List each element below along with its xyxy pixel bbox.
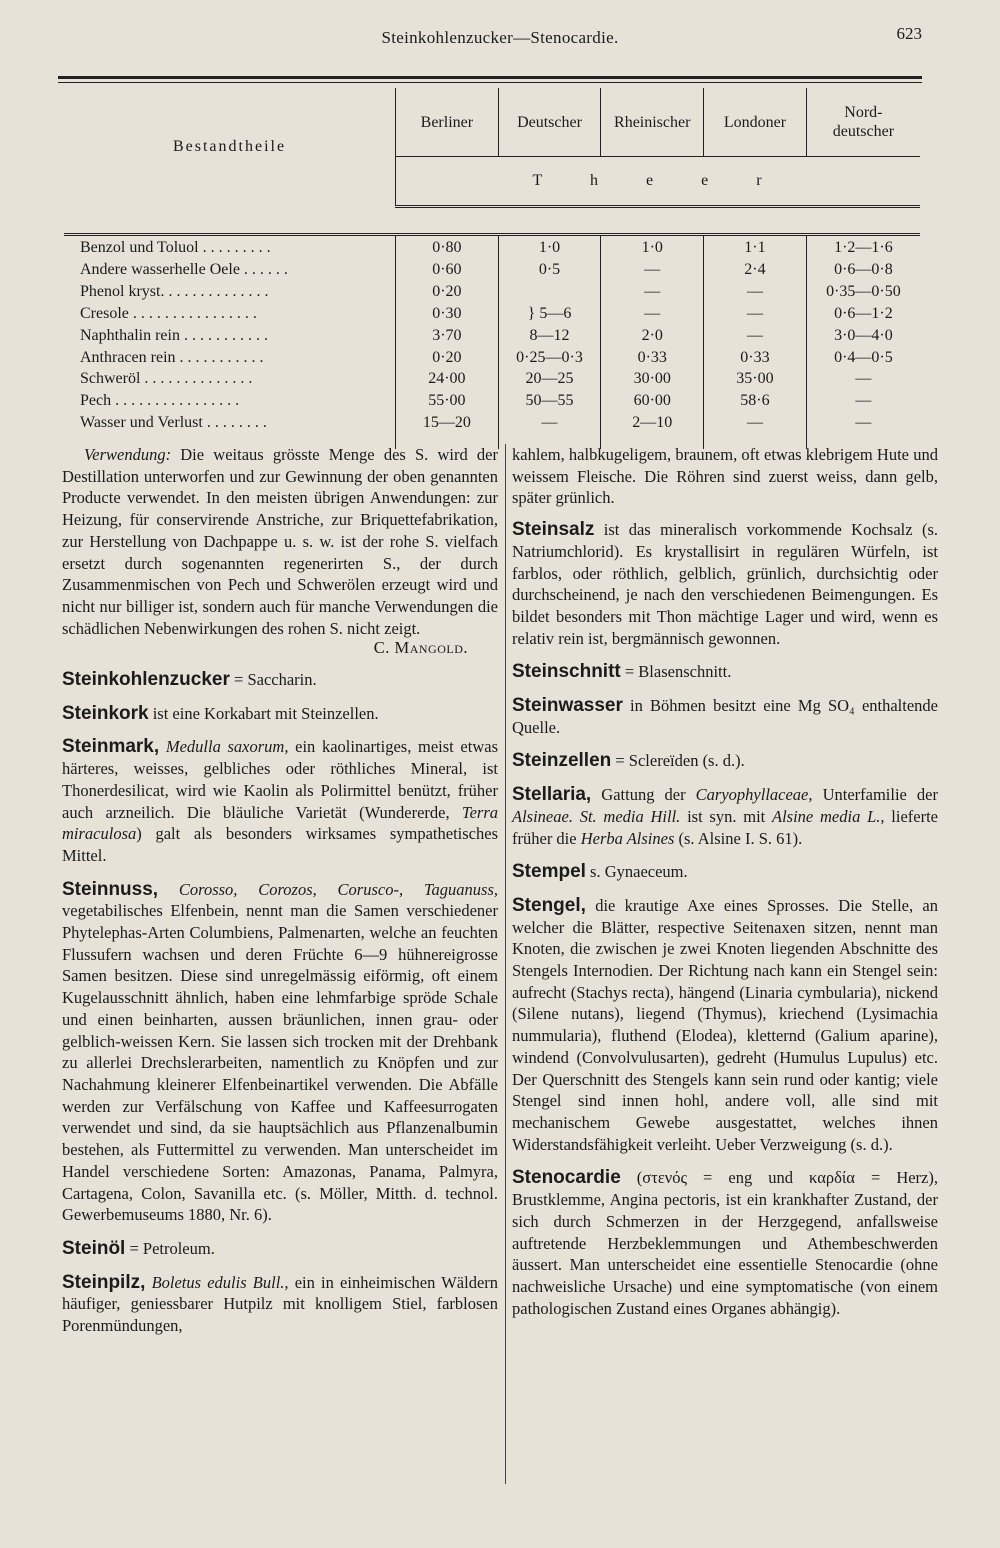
value-cell: 8—12 [529,326,570,344]
value-cell: 1·1 [744,239,766,256]
value-cell [500,281,600,303]
entry-text: ist eine Korkabart mit Steinzellen. [148,703,379,723]
usage-text: Die weitaus grösste Menge des S. wird der Destillation unterworfen und zur Gewinnung der oben genannten Producte verwendet. In den meisten übrigen Anwendungen: zur Heizung, für conservirende Anstriche, zur Briquettefabrikation, zur Herstellung von Dachpappe u. s. w. ist der rohe S. vielfach ersetzt durch sogenannten regenerirten S., der durch Zusammenmischen von Pech und Schwerölen erzeugt wird und nicht nur billiger ist, sondern auch für manche Verwendungen die schädlichen Nebenwirkungen des rohen S. nicht zeigt. [62,445,498,638]
value-cell: 0·33 [637,348,667,366]
entry-lemma: Stengel, [512,894,586,916]
value-cell: — [746,326,763,344]
value-cell: — [541,414,558,432]
entry [512,895,938,1155]
entry [512,861,938,883]
entry [512,695,938,738]
entry-text: = Blasenschnitt. [620,662,732,682]
entry [62,1238,498,1260]
entry-lemma: Stenocardie [512,1167,621,1189]
entry-text: (στενός = eng und καρδία = Herz), Brustklemme, Angina pectoris, ist ein krankhafter Zustand, der sich durch Schmerzen in der Herzgegend, anfallsweise auftretende Herzbeklemmungen und Athembeschwerden äussert. Man unterscheidet eine essentielle Stenocardie (ohne nachweisliche Ursache) und eine symptomatische (von einem pathologischen Zustand eines Organes abhängig). [512,1168,938,1318]
entry [62,736,498,866]
value-cell: 0·25—0·3 [516,348,583,366]
entry-italic: Medulla saxorum, [159,737,289,757]
row-label: Cresole . . . . . . . . . . . . . . . . [80,304,257,322]
entry [62,703,498,725]
entry [512,784,938,849]
row-label: Naphthalin rein . . . . . . . . . . . [80,326,268,344]
entry-lemma: Steinmark, [62,736,160,758]
entry-italic: Alsineae. St. media Hill. [512,806,681,826]
value-cell: 2—10 [632,414,673,432]
entry-lemma: Stempel [512,861,586,883]
entry-italic: Caryophyllaceae, [695,785,813,805]
value-cell: 1·0 [538,239,561,256]
entry-lemma: Steinkohlenzucker [62,669,230,691]
value-column [396,235,499,450]
value-cell: — [746,304,763,322]
right-column [512,444,938,1331]
entry [62,669,498,691]
value-cell: — [855,370,872,388]
value-cell: 0·33 [740,348,770,366]
page-number: 623 [896,24,922,43]
value-cell: 0·35—0·50 [826,282,901,300]
entry [512,1167,938,1319]
row-label: Wasser und Verlust . . . . . . . . [80,414,267,432]
value-cell: 1·0 [641,239,663,256]
entry-lemma: Steinzellen [512,750,612,772]
value-cell: 15—20 [422,414,471,432]
entry [62,1272,498,1337]
top-rule [58,76,922,79]
entry-italic: Alsine media L., [772,806,885,826]
value-cell: 20—25 [525,370,574,388]
entry-text: vegetabilisches Elfenbein, nennt man die Samen verschiedener Phytelephas-Arten Columbiens, Palmenarten, welche an feuchten Flussufern wachsen und deren Früchte 6—9 hühnereigrosse Samen besitzen. Diese sind unregelmässig eiförmig, oft einem Kugelausschnitt ähnlich, haben eine lehmfarbige spröde Schale und einen beinharten, aussen bräunlichen, innen grau- oder gelblich-weissen Kern. Sie lassen sich trocken mit der Drehbank zu allerlei Drechslerarbeiten, namentlich zu Knöpfen und zur Nachahmung kleinerer Elfenbeinartikel verwenden. Die Abfälle werden zur Verfälschung von Kaffee und Kaffeesurrogaten verwendet und sind, da sie hauptsächlich aus Pflanzenalbumin bestehen, als Futtermittel zu verwenden. Man unterscheidet im Handel verschiedene Sorten: Amazonas, Panama, Palmyra, Cartagena, Colon, Savanilla etc. (s. Möller, Mitth. d. technol. Gewerbemuseums 1880, Nr. 6). [62,901,498,1225]
left-column [62,444,498,1349]
value-cell: — [644,282,661,300]
row-label: Pech . . . . . . . . . . . . . . . . [80,392,240,410]
value-cell: 0·60 [432,260,462,278]
entry-text: = Petroleum. [125,1238,215,1258]
entry-text: ) galt als besonders wirksames sympathetisches Mittel. [62,824,498,865]
entry-lemma: Steinkork [62,702,149,724]
row-label: Benzol und Toluol . . . . . . . . . [80,239,271,256]
value-cell: 35·00 [736,370,774,388]
usage-label: Verwendung: [84,445,172,464]
column-divider [505,444,506,1484]
value-cell: 55·00 [428,392,466,410]
value-cell: — [746,414,763,432]
value-cell: 1·2—1·6 [834,239,893,256]
author-signature: C. Mangold. [373,638,468,658]
value-cell: 50—55 [525,392,574,410]
column-header: Londoner [704,88,807,157]
entry-text: Unterfamilie der [812,785,938,805]
entry [62,879,498,1226]
entry-lemma: Steinwasser [512,695,623,717]
entry-text: ist das mineralisch vorkommende Kochsalz (s. Natriumchlorid). Es krystallisirt in regulären Würfeln, ist farblos, oder röthlich, gelblich, grünlich, durchsichtig oder durchscheinend, je nach den verschiedenen Beimengungen. Es bildet besonders mit Thon mächtige Lager und wird, wenn es relativ rein ist, bergmännisch gewonnen. [512,520,938,648]
row-label: Phenol kryst. . . . . . . . . . . . . . [80,282,269,300]
entry-italic: Corosso, Corozos, Corusco-, Taguanuss, [158,879,498,899]
entry-text: = Saccharin. [229,670,317,690]
value-cell: — [855,392,872,410]
entry [512,519,938,649]
entry-text: ein in einheimischen Wäldern häufiger, geniessbarer Hutpilz mit knolligem Stiel, farblosen Porenmündungen, [62,1272,499,1336]
entry-text: (s. Alsine I. S. 61). [674,828,803,848]
value-cell: 30·00 [633,370,671,388]
entry-lemma: Steinpilz, [62,1271,146,1293]
entry-text: ein kaolinartiges, meist etwas härteres, weisses, gelbliches oder röthliches Mineral, ist Thonerdesilicat, wird wie Kaolin als Polirmittel benützt, früher auch arzneilich. Die bläuliche Varietät (Wundererde, [62,737,498,822]
column-header: Deutscher [498,88,601,157]
entry-text: lieferte früher die [512,806,938,848]
column-header: Rheinischer [601,88,704,157]
entry [512,750,938,772]
entry-text: in Böhmen besitzt eine Mg SO₄ enthaltende Quelle. [512,696,938,737]
value-cell: 0·6—0·8 [834,260,893,278]
entry-text: = Sclereïden (s. d.). [611,751,745,771]
entry-lemma: Steinöl [62,1237,126,1259]
entry-italic: Terra miraculosa [62,802,498,844]
value-column [601,235,704,450]
value-cell: 2·4 [744,260,766,278]
table-body [64,235,920,450]
top-rule-thin [58,82,922,83]
continued-paragraph: kahlem, halbkugeligem, braunem, oft etwas klebrigem Hute und weissem Fleische. Die Röhren sind zuerst weiss, dann gelb, später grünlich. [512,445,938,508]
value-cell: 60·00 [633,392,671,410]
value-cell: 2·0 [641,326,663,344]
value-cell: 0·4—0·5 [834,348,893,366]
entry-lemma: Stellaria, [512,784,592,806]
entry-italic: Boletus edulis Bull., [145,1272,289,1292]
value-cell: 58·6 [740,392,770,410]
value-cell: — [644,304,661,322]
composition-table [64,88,920,449]
entry-text: die krautige Axe eines Sprosses. Die Stelle, an welcher die Blätter, respective Seitenaxen sitzen, nennt man Knoten, die zwischen je zwei Knoten liegenden Abschnitte des Stengels Internodien. Der Richtung nach kann ein Stengel sein: aufrecht (Stachys recta), hängend (Linaria cymbularia), nickend (Silene nutans), liegend (Thymus), kriechend (Lysimachia nummularia), fluthend (Elodea), kletternd (Galium aparine), windend (Convolvulusarten), gedreht (Humulus Lupulus) etc. Der Querschnitt des Stengels kann sein rund oder kantig; viele Stengel sind innen hohl, andere voll, alle sind mit mechanischem Gewebe ausgestattet, welches ihnen Widerstandsfähigkeit verleiht. Ueber Verzweigung (s. d.). [512,895,938,1154]
value-cell: — [855,414,872,432]
value-cell: 0·20 [432,282,462,300]
value-cell: 3·0—4·0 [834,326,893,344]
entry-lemma: Steinsalz [512,519,595,541]
column-header: Nord- deutscher [806,88,920,157]
running-title: Steinkohlenzucker—Stenocardie. [381,28,619,47]
entry [512,661,938,683]
label-cell [64,235,396,450]
row-header: Bestandtheile [64,88,396,207]
value-column [498,235,601,450]
entry-text: s. Gynaeceum. [585,862,688,882]
value-cell: 24·00 [428,370,466,388]
value-cell: } 5—6 [527,304,572,322]
value-column [704,235,807,450]
value-column [806,235,920,450]
value-cell: 3·70 [432,326,462,344]
entry-text: ist syn. mit [680,806,772,826]
column-header: Berliner [396,88,499,157]
row-label: Schweröl . . . . . . . . . . . . . . [80,370,253,388]
usage-paragraph [62,444,498,659]
value-cell: 0·5 [538,260,561,278]
value-cell: 0·30 [432,304,462,322]
value-cell: 0·80 [432,239,462,256]
entry-lemma: Steinschnitt [512,661,621,683]
value-cell: 0·6—1·2 [834,304,893,322]
entry-italic: Herba Alsines [580,828,675,848]
group-header: T h e e r [396,157,920,207]
value-cell: 0·20 [432,348,462,366]
value-cell: — [746,282,763,300]
value-cell: — [644,260,661,278]
entry-text: Gattung der [591,785,696,805]
entry-lemma: Steinnuss, [62,878,159,900]
row-label: Anthracen rein . . . . . . . . . . . [80,348,264,366]
row-label: Andere wasserhelle Oele . . . . . . [80,260,288,278]
